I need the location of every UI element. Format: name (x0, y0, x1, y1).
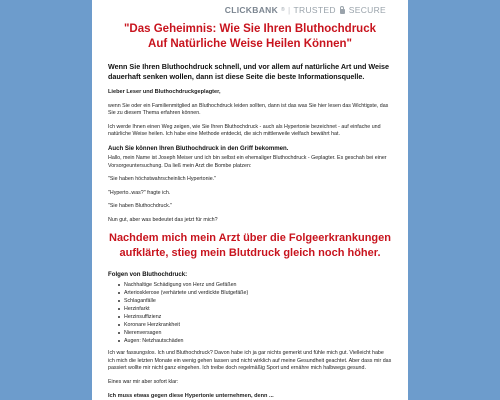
quote-2: "Hyperto..was?" fragte ich. (108, 189, 171, 196)
trusted-label: TRUSTED (293, 5, 336, 15)
registered-mark: ® (281, 7, 285, 13)
badge-separator: | (288, 5, 291, 15)
consequences-list (108, 281, 392, 346)
list-item: Nierenversagen (118, 329, 392, 337)
second-headline (108, 231, 392, 261)
paragraph-1: wenn Sie oder ein Familienmitglied an Bluthochdruck leiden sollten, dann ist das was Sie hier lesen das Wichtigste, das Sie zu diesem Thema erfahren können. (108, 102, 389, 117)
main-headline (108, 22, 392, 52)
quote-3: "Sie haben Bluthochdruck." (108, 203, 173, 210)
headline2-line-1: Nachdem mich mein Arzt über die Folgeerkrankungen (109, 231, 391, 244)
paragraph-3: Ich war fassungslos. Ich und Bluthochdruck? Davon habe ich ja gar nichts gemerkt und fühle mich gut. Vielleicht habe ich mich die letzten Monate ein wenig gehen lassen und nicht wirklich auf meine Gesundheit geachtet. Aber dass mir das passiert wollte mir nicht ganz eingehen. Ich treibe doch regelmäßig Sport und ernähre mich halbwegs gesund. (108, 350, 392, 372)
main-content (92, 22, 408, 400)
headline2-line-2: aufklärte, stieg mein Blutdruck gleich noch höher. (119, 246, 381, 259)
control-heading: Auch Sie können Ihren Bluthochdruck in den Griff bekommen. (108, 144, 289, 152)
quote-1: "Sie haben höchstwahrscheinlich Hypertonie." (108, 176, 216, 183)
paragraph-4: Eines war mir aber sofort klar: (108, 379, 179, 386)
secure-label: SECURE (348, 5, 386, 15)
subheadline: Wenn Sie Ihren Bluthochdruck schnell, und vor allem auf natürliche Art und Weise dauerhaft senken wollen, dann ist diese Seite die beste Informationsquelle. (108, 62, 390, 81)
consequences-heading: Folgen von Bluthochdruck: (108, 270, 188, 278)
list-item: Augen: Netzhautschäden (118, 337, 392, 345)
lock-icon (340, 9, 345, 14)
headline-line-2: Auf Natürliche Weise Heilen Können" (148, 38, 352, 50)
list-item: Herzinfarkt (118, 305, 392, 313)
closing-line: Ich muss etwas gegen diese Hypertonie unternehmen, denn ... (108, 392, 274, 399)
intro-paragraph: Hallo, mein Name ist Joseph Meiser und ich bin selbst ein ehemaliger Bluthochdruck - Geplagter. Es geschah bei einer Vorsorgeuntersuchung. Da ließ mein Arzt die Bombe platzen: (108, 154, 387, 169)
list-item: Koronare Herzkrankheit (118, 321, 392, 329)
list-item: Arteriosklerose (verhärtete und verdickte Blutgefäße) (118, 289, 392, 297)
clickbank-logo: CLICKBANK (224, 5, 279, 15)
greeting: Lieber Leser und Bluthochdruckgeplagter, (108, 89, 221, 95)
question: Nun gut, aber was bedeutet das jetzt für mich? (108, 216, 218, 223)
list-item: Herzinsuffizienz (118, 313, 392, 321)
paragraph-2: Ich werde Ihnen einen Weg zeigen, wie Sie Ihren Bluthochdruck - auch als Hypertonie bezeichnet - auf einfache und natürliche Weise heilen. Ich habe eine Methode entdeckt, die sich mittlerweile vielfach bewährt hat. (108, 123, 381, 138)
sales-page (92, 0, 408, 400)
list-item: Nachhaltige Schädigung von Herz und Gefäßen (118, 281, 392, 289)
clickbank-trust-badge (92, 0, 408, 20)
headline-line-1: "Das Geheimnis: Wie Sie Ihren Bluthochdruck (123, 23, 376, 35)
list-item: Schlaganfälle (118, 297, 392, 305)
